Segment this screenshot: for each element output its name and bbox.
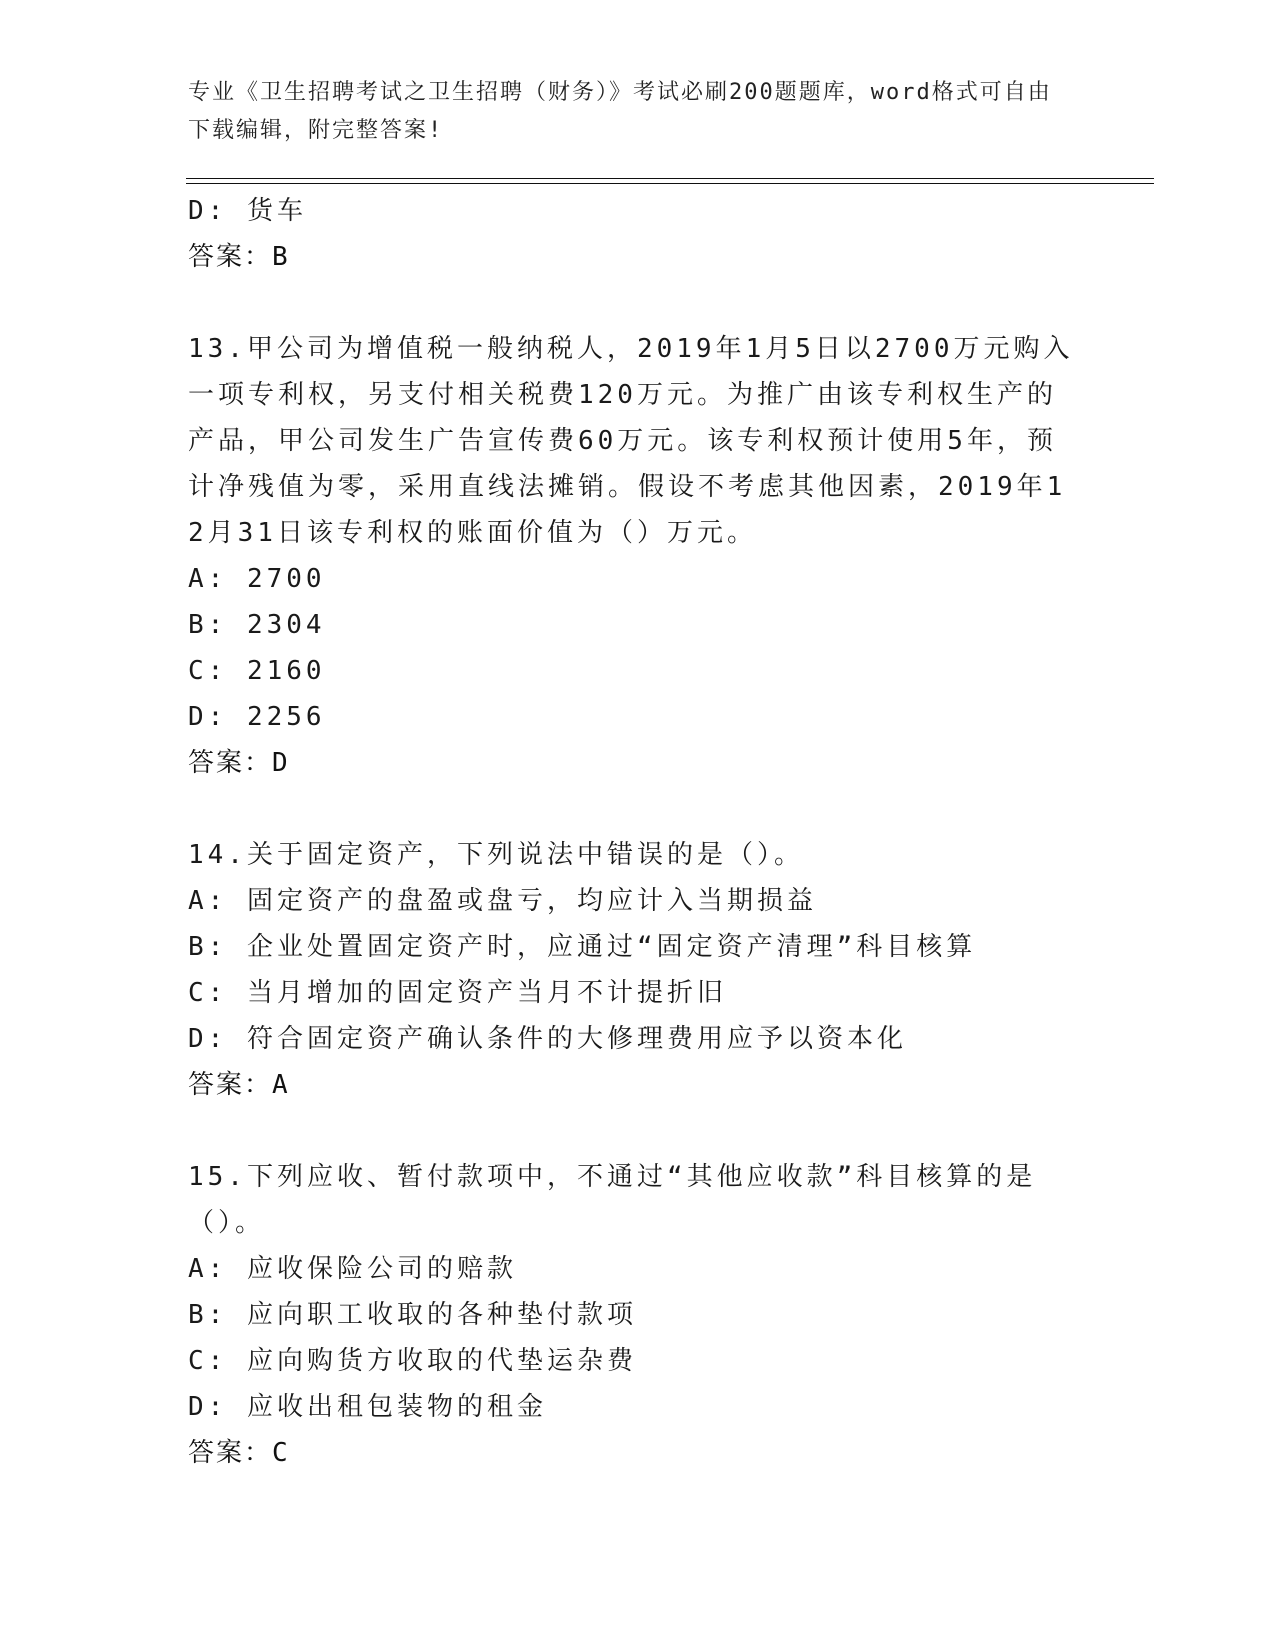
answer-line: 答案：C <box>188 1438 290 1468</box>
option-c: C: 2160 <box>188 656 326 686</box>
question-content <box>188 188 1088 1476</box>
option-b: B: 应向职工收取的各种垫付款项 <box>188 1300 637 1330</box>
option-b: B: 企业处置固定资产时，应通过“固定资产清理”科目核算 <box>188 932 977 962</box>
option-d: D: 符合固定资产确认条件的大修理费用应予以资本化 <box>188 1024 907 1054</box>
question-text: 14.关于固定资产，下列说法中错误的是（）。 <box>188 840 804 870</box>
prev-question-tail <box>188 188 1088 280</box>
option-d: D: 2256 <box>188 702 326 732</box>
header-rule-top <box>186 178 1154 179</box>
option-d: D: 应收出租包装物的租金 <box>188 1392 547 1422</box>
spacer <box>188 280 1088 326</box>
question-text: 13.甲公司为增值税一般纳税人，2019年1月5日以2700万元购入一项专利权，另支付相关税费120万元。为推广由该专利权生产的产品，甲公司发生广告宣传费60万元。该专利权预计使用5年，预计净残值为零，采用直线法摊销。假设不考虑其他因素，2019年12月31日该专利权的账面价值为（）万元。 <box>188 334 1074 548</box>
spacer <box>188 1108 1088 1154</box>
answer-line: 答案：B <box>188 242 290 272</box>
answer-line: 答案：A <box>188 1070 290 1100</box>
answer-line: 答案：D <box>188 748 290 778</box>
document-header <box>188 74 1068 150</box>
option-b: B: 2304 <box>188 610 326 640</box>
option-a: A: 应收保险公司的赔款 <box>188 1254 517 1284</box>
document-title: 专业《卫生招聘考试之卫生招聘（财务）》考试必刷200题题库，word格式可自由下载编辑，附完整答案! <box>188 80 1052 143</box>
question-14 <box>188 832 1088 1108</box>
question-15 <box>188 1154 1088 1476</box>
spacer <box>188 786 1088 832</box>
header-rule-bottom <box>186 183 1154 184</box>
option-a: A: 2700 <box>188 564 326 594</box>
question-13 <box>188 326 1088 786</box>
question-text: 15.下列应收、暂付款项中，不通过“其他应收款”科目核算的是（）。 <box>188 1162 1037 1238</box>
option-a: A: 固定资产的盘盈或盘亏，均应计入当期损益 <box>188 886 817 916</box>
option-c: C: 应向购货方收取的代垫运杂费 <box>188 1346 637 1376</box>
option-d: D: 货车 <box>188 196 307 226</box>
option-c: C: 当月增加的固定资产当月不计提折旧 <box>188 978 727 1008</box>
